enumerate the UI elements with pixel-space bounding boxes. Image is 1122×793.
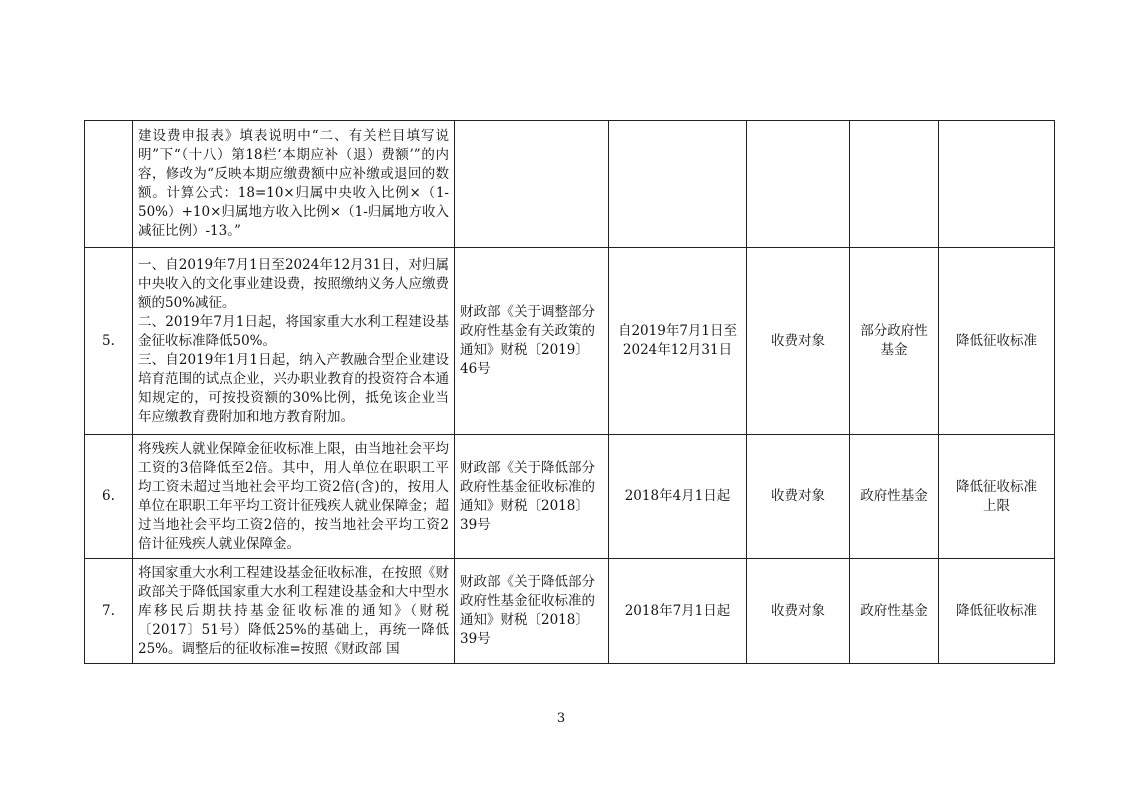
row-category: 政府性基金: [850, 435, 939, 559]
table-row: [85, 248, 1055, 435]
content-paragraph: 一、自2019年7月1日至2024年12月31日，对归属中央收入的文化事业建设费，按照缴纳义务人应缴费额的50%减征。: [138, 256, 449, 311]
row-period: 2018年7月1日起: [609, 559, 747, 664]
policy-table: [84, 120, 1055, 664]
content-paragraph: 三、自2019年1月1日起，纳入产教融合型企业建设培育范围的试点企业，兴办职业教育的投资符合本通知规定的，可按投资额的30%比例，抵免该企业当年应缴教育费附加和地方教育附加。: [138, 351, 449, 425]
row-number: 6.: [85, 435, 133, 559]
row-basis: [455, 121, 609, 248]
row-target: 收费对象: [747, 559, 850, 664]
content-paragraph: 将残疾人就业保障金征收标准上限，由当地社会平均工资的3倍降低至2倍。其中，用人单位在职职工平均工资未超过当地社会平均工资2倍(含)的，按用人单位在职职工年平均工资计征残疾人就业保障金；超过当地社会平均工资2倍的，按当地社会平均工资2倍计征残疾人就业保障金。: [138, 440, 449, 552]
row-number: 5.: [85, 248, 133, 435]
row-measure: 降低征收标准 上限: [939, 435, 1055, 559]
row-target: 收费对象: [747, 248, 850, 435]
row-category: 政府性基金: [850, 559, 939, 664]
table-row: [85, 435, 1055, 559]
table-body: [85, 121, 1055, 664]
content-paragraph: 将国家重大水利工程建设基金征收标准，在按照《财政部关于降低国家重大水利工程建设基金和大中型水库移民后期扶持基金征收标准的通知》（财税〔2017〕51号）降低25%的基础上，再统一降低25%。调整后的征收标准=按照《财政部 国: [138, 564, 449, 657]
row-category: 部分政府性 基金: [850, 248, 939, 435]
table-row: [85, 559, 1055, 664]
row-content: [133, 248, 455, 435]
row-target: [747, 121, 850, 248]
row-measure: 降低征收标准: [939, 248, 1055, 435]
row-basis: 财政部《关于降低部分政府性基金征收标准的通知》财税〔2018〕39号: [455, 559, 609, 664]
row-period: 自2019年7月1日至 2024年12月31日: [609, 248, 747, 435]
row-number: [85, 121, 133, 248]
row-period: [609, 121, 747, 248]
row-number: 7.: [85, 559, 133, 664]
row-category: [850, 121, 939, 248]
content-paragraph: 建设费申报表》填表说明中“二、有关栏目填写说明”下“（十八）第18栏‘本期应补（退）费额’”的内容，修改为“反映本期应缴费额中应补缴或退回的数额。计算公式：18=10×归属中央收入比例×（1-50%）+10×归属地方收入比例×（1-归属地方收入减征比例）-13。”: [138, 128, 449, 239]
content-paragraph: 二、2019年7月1日起，将国家重大水利工程建设基金征收标准降低50%。: [138, 313, 449, 349]
page-number: 3: [556, 711, 566, 726]
row-content: [133, 559, 455, 664]
row-content: [133, 121, 455, 248]
row-content: [133, 435, 455, 559]
row-basis: 财政部《关于降低部分政府性基金征收标准的通知》财税〔2018〕39号: [455, 435, 609, 559]
row-target: 收费对象: [747, 435, 850, 559]
row-measure: 降低征收标准: [939, 559, 1055, 664]
row-basis: 财政部《关于调整部分政府性基金有关政策的通知》财税〔2019〕46号: [455, 248, 609, 435]
row-measure: [939, 121, 1055, 248]
table-row: [85, 121, 1055, 248]
row-period: 2018年4月1日起: [609, 435, 747, 559]
